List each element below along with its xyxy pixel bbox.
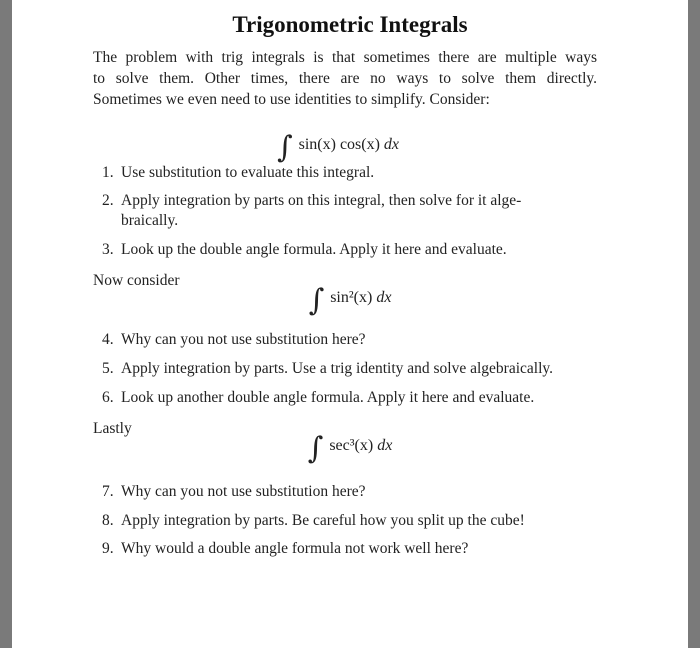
list-item	[102, 162, 374, 183]
item-number: 5.	[102, 360, 114, 377]
list-item	[102, 538, 468, 559]
list-item	[102, 358, 553, 379]
equation-3	[12, 431, 688, 466]
list-item	[102, 190, 521, 211]
item-text: Apply integration by parts. Use a trig identity and solve algebraically.	[121, 360, 554, 377]
item-text: Look up another double angle formula. Apply it here and evaluate.	[121, 389, 535, 406]
item-text: Why would a double angle formula not work well here?	[121, 540, 469, 557]
item-number: 2.	[102, 192, 114, 209]
differential: dx	[376, 289, 392, 306]
item-text: Why can you not use substitution here?	[121, 331, 366, 348]
intro-line-1: The problem with trig integrals is that sometimes there are multiple ways	[93, 49, 597, 66]
differential: dx	[377, 437, 393, 454]
list-item	[102, 239, 507, 260]
integral-symbol: ∫	[308, 283, 325, 318]
item-text: Apply integration by parts on this integral, then solve for it alge-	[121, 192, 522, 209]
item-text: Look up the double angle formula. Apply it here and evaluate.	[121, 241, 507, 258]
item-text: Apply integration by parts. Be careful how you split up the cube!	[121, 512, 525, 529]
differential: dx	[383, 136, 400, 153]
item-number: 8.	[102, 512, 114, 529]
item-number: 9.	[102, 540, 114, 557]
item-number: 3.	[102, 241, 114, 258]
intro-line-2: to solve them. Other times, there are no ways to solve them directly.	[93, 70, 597, 87]
item-number: 1.	[102, 164, 114, 181]
integrand: sin(x) cos(x)	[298, 136, 380, 153]
integrand: sin²(x)	[330, 289, 373, 306]
item-text: Use substitution to evaluate this integral.	[121, 164, 375, 181]
item-number: 7.	[102, 483, 114, 500]
page-title: Trigonometric Integrals	[232, 12, 468, 37]
integrand: sec³(x)	[329, 437, 374, 454]
list-item	[102, 387, 534, 408]
item-number: 4.	[102, 331, 114, 348]
integral-symbol: ∫	[276, 130, 293, 165]
item-text: Why can you not use substitution here?	[121, 483, 366, 500]
intro-line-3: Sometimes we even need to use identities to simplify. Consider:	[93, 91, 490, 108]
item-number: 6.	[102, 389, 114, 406]
equation-2	[12, 283, 688, 318]
equation-1	[0, 130, 676, 165]
transition-text: Now consider	[93, 272, 180, 289]
document-page	[12, 0, 688, 648]
integral-symbol: ∫	[307, 431, 324, 466]
list-item	[102, 481, 366, 502]
transition-text: Lastly	[93, 420, 132, 437]
list-item-continuation: braically.	[121, 212, 179, 229]
list-item	[102, 329, 366, 350]
list-item	[102, 510, 525, 531]
